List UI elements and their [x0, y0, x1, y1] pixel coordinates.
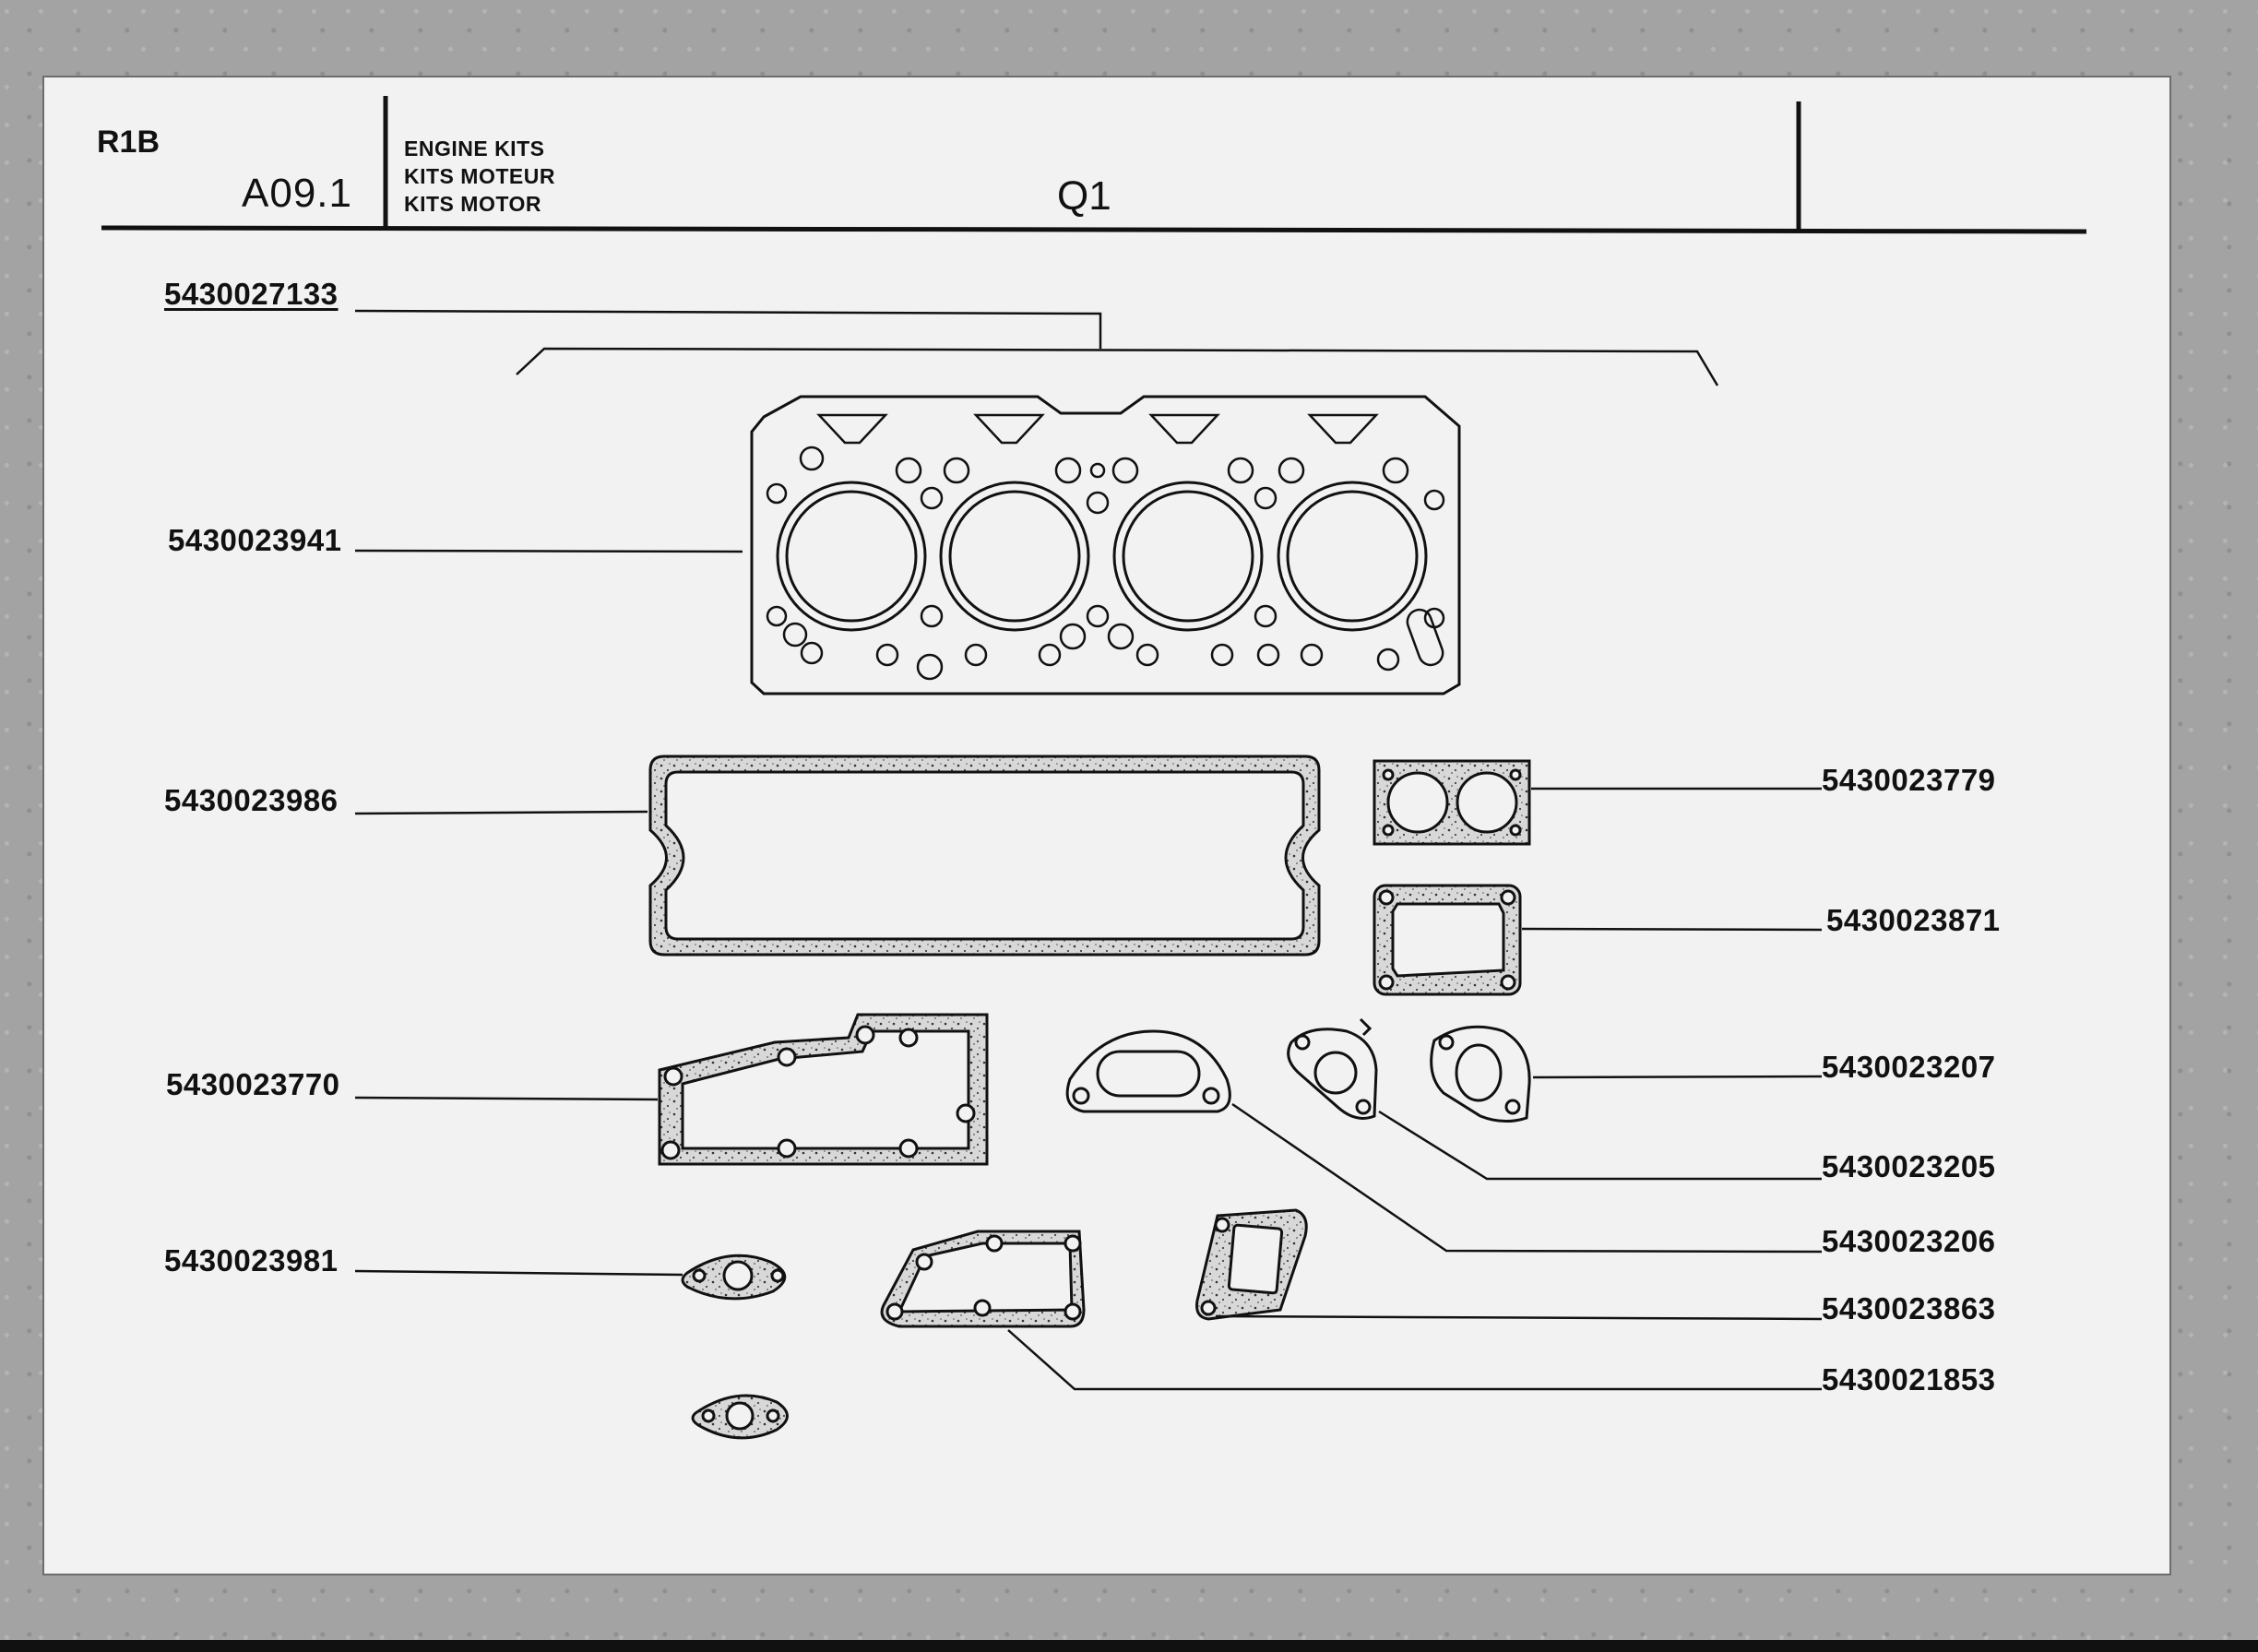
- small-flange-gasket-bottom: [693, 1396, 788, 1438]
- page-label: Q1: [1057, 173, 1111, 219]
- title-line-fr: KITS MOTEUR: [404, 164, 555, 188]
- cylinder-head-gasket: [752, 397, 1459, 694]
- part-number-head-gasket: 5430023941: [168, 523, 342, 557]
- part-number-timing-cover-gasket: 5430023770: [166, 1067, 340, 1101]
- part-number-small-flange-gasket: 5430023981: [164, 1243, 339, 1278]
- flange-gasket-right: [1432, 1027, 1529, 1121]
- part-number-housing-gasket: 5430021853: [1822, 1362, 1996, 1396]
- title-line-en: ENGINE KITS: [404, 137, 545, 160]
- twin-port-gasket: [1374, 761, 1529, 844]
- kit-title-block: [404, 135, 555, 218]
- section-code: A09.1: [242, 171, 352, 216]
- timing-cover-gasket: [660, 1015, 987, 1164]
- part-number-twin-port-gasket: 5430023779: [1822, 763, 1996, 797]
- title-line-es: KITS MOTOR: [404, 192, 541, 216]
- part-number-square-gasket: 5430023871: [1826, 903, 2001, 937]
- square-gasket: [1374, 885, 1520, 994]
- oval-gasket: [1067, 1031, 1230, 1111]
- part-number-flange-gasket-middle: 5430023205: [1822, 1149, 1996, 1183]
- rocker-cover-gasket: [650, 756, 1319, 955]
- housing-gasket: [882, 1231, 1084, 1326]
- part-number-flange-gasket-right: 5430023207: [1822, 1050, 1996, 1084]
- small-flange-gasket-top: [683, 1255, 785, 1299]
- part-number-rocker-cover-gasket: 5430023986: [164, 783, 339, 817]
- part-number-pump-gasket: 5430023863: [1822, 1291, 1996, 1325]
- kit-bracket: [355, 311, 1717, 386]
- part-number-oval-gasket: 5430023206: [1822, 1224, 1996, 1258]
- pump-gasket: [1197, 1210, 1307, 1319]
- flange-gasket-middle: [1289, 1019, 1376, 1118]
- part-number-kit-set: 5430027133: [164, 277, 339, 311]
- model-code: R1B: [97, 125, 160, 160]
